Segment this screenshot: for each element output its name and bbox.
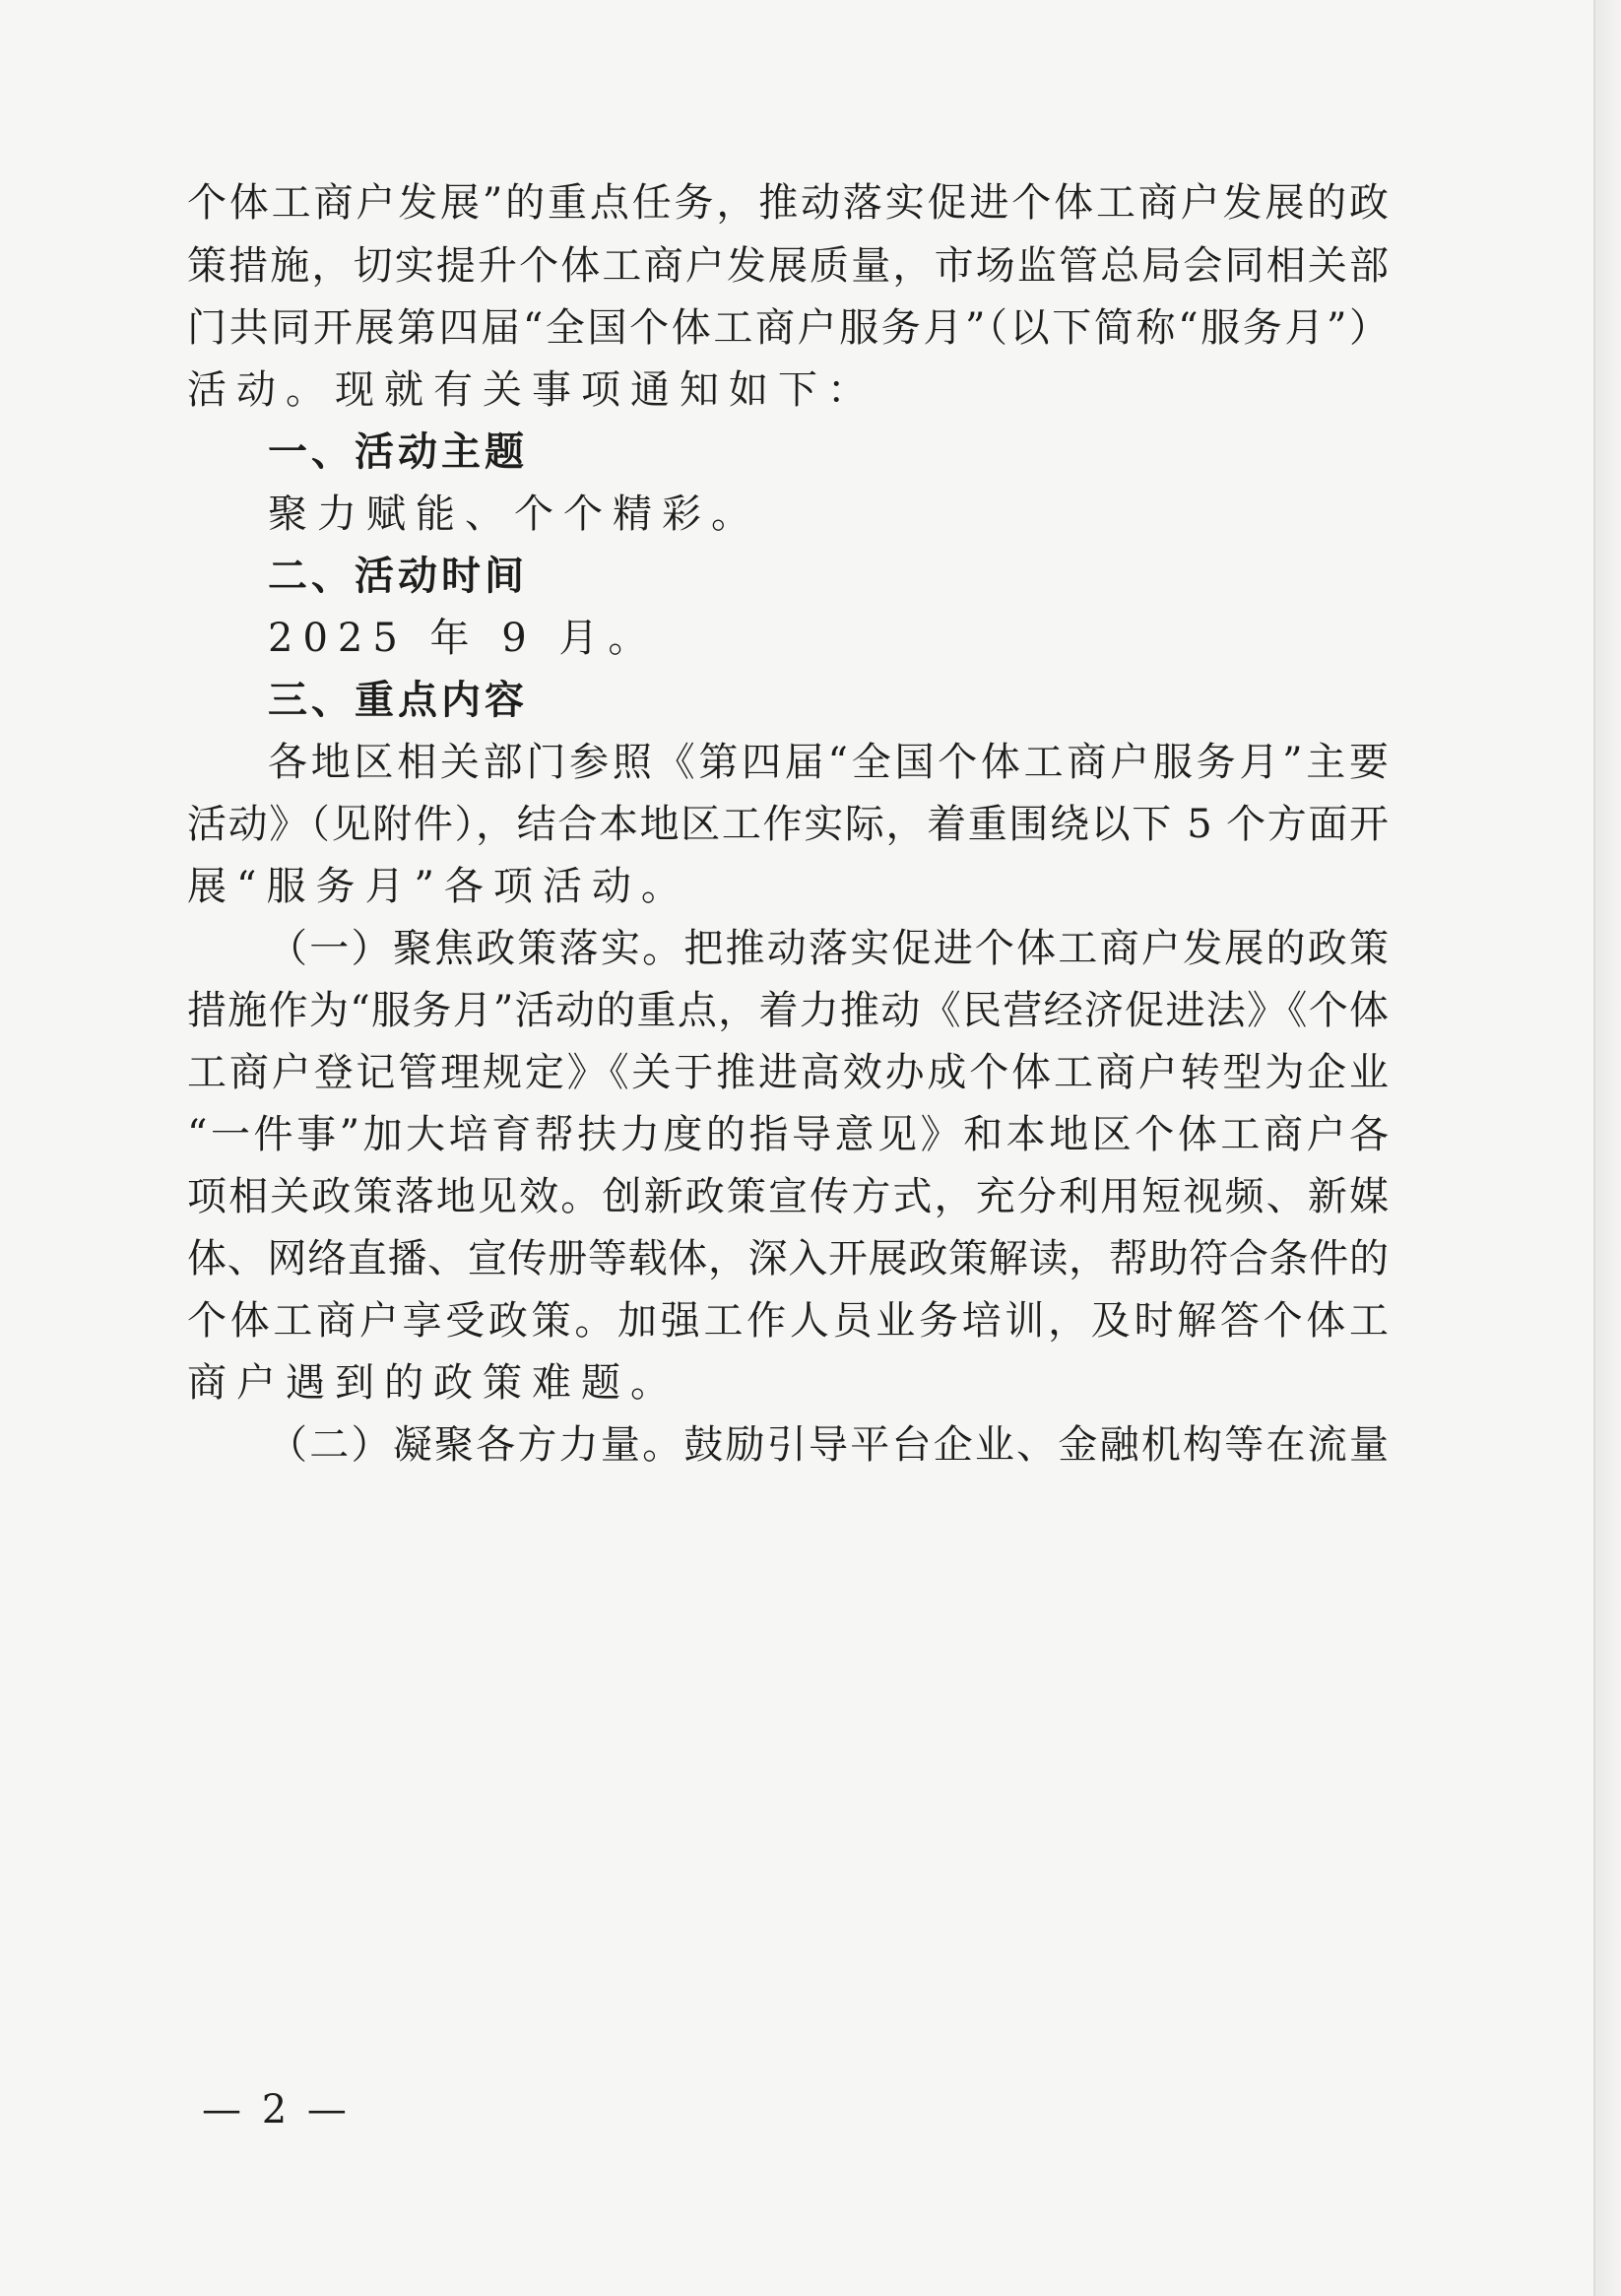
- item-1-line-2: 措施作为“服务月”活动的重点，着力推动《民营经济促进法》《个体: [187, 988, 1389, 1033]
- content-line-2: 活动》（见附件），结合本地区工作实际，着重围绕以下 5 个方面开: [187, 802, 1389, 847]
- body-line-4: 活动。现就有关事项通知如下：: [187, 367, 876, 413]
- section-heading-theme: 一、活动主题: [268, 429, 528, 475]
- item-1-line-7: 个体工商户享受政策。加强工作人员业务培训，及时解答个体工: [187, 1298, 1389, 1344]
- section-heading-content: 三、重点内容: [268, 678, 528, 723]
- item-1-line-5: 项相关政策落地见效。创新政策宣传方式，充分利用短视频、新媒: [187, 1174, 1389, 1219]
- item-1-line-1: （一）聚焦政策落实。把推动落实促进个体工商户发展的政策: [268, 926, 1389, 971]
- body-line-3: 门共同开展第四届“全国个体工商户服务月”（以下简称“服务月”）: [187, 305, 1389, 351]
- page-edge-shadow: [1595, 0, 1621, 2296]
- theme-text: 聚力赋能、个个精彩。: [268, 492, 760, 537]
- page-number: — 2 —: [202, 2087, 351, 2132]
- item-1-line-8: 商户遇到的政策难题。: [187, 1360, 680, 1406]
- time-text: 2025 年 9 月。: [268, 616, 658, 661]
- item-2-line-1: （二）凝聚各方力量。鼓励引导平台企业、金融机构等在流量: [268, 1422, 1389, 1468]
- body-line-1: 个体工商户发展”的重点任务，推动落实促进个体工商户发展的政: [187, 180, 1389, 226]
- item-1-line-3: 工商户登记管理规定》《关于推进高效办成个体工商户转型为企业: [187, 1050, 1389, 1095]
- item-1-line-4: “一件事”加大培育帮扶力度的指导意见》和本地区个体工商户各: [187, 1112, 1389, 1157]
- section-heading-time: 二、活动时间: [268, 554, 528, 599]
- body-line-2: 策措施，切实提升个体工商户发展质量，市场监管总局会同相关部: [187, 243, 1389, 289]
- page-edge-line: [1593, 0, 1595, 2296]
- item-1-line-6: 体、网络直播、宣传册等载体，深入开展政策解读，帮助符合条件的: [187, 1236, 1389, 1281]
- content-line-3: 展“服务月”各项活动。: [187, 864, 690, 909]
- content-line-1: 各地区相关部门参照《第四届“全国个体工商户服务月”主要: [268, 740, 1389, 785]
